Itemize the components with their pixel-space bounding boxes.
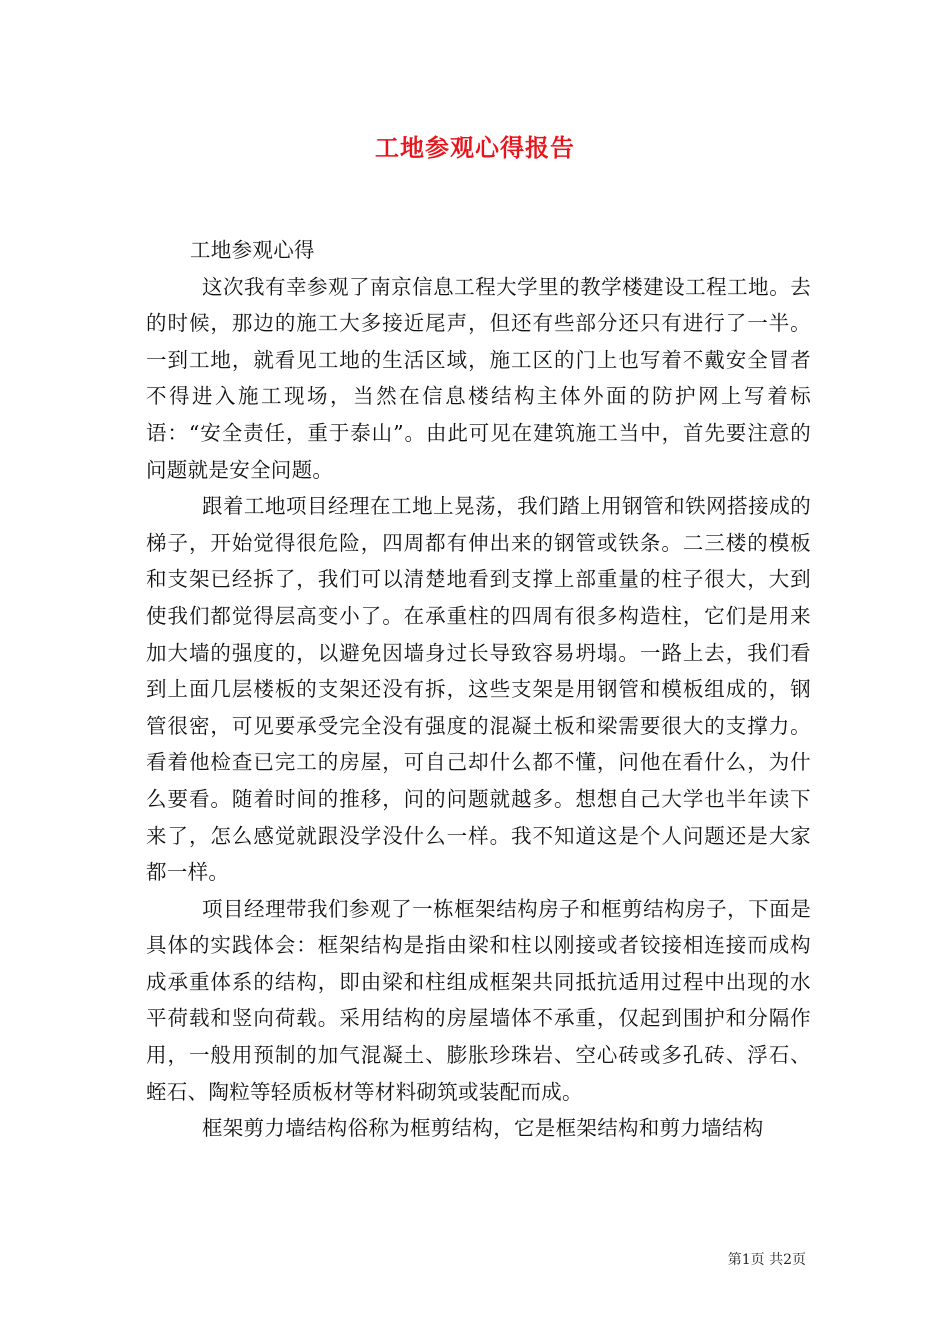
document-title: 工地参观心得报告 xyxy=(375,133,575,162)
paragraph-3: 项目经理带我们参观了一栋框架结构房子和框剪结构房子，下面是具体的实践体会：框架结构是指由梁和柱以刚接或者铰接相连接而成构成承重体系的结构，即由梁和柱组成框架共同抵抗适用过程中出现的水平荷载和竖向荷载。采用结构的房屋墙体不承重，仅起到围护和分隔作用，一般用预制的加气混凝土、膨胀珍珠岩、空心砖或多孔砖、浮石、蛭石、陶粒等轻质板材等材料砌筑或装配而成。 xyxy=(146,896,811,1104)
paragraph-1: 这次我有幸参观了南京信息工程大学里的教学楼建设工程工地。去的时候，那边的施工大多接近尾声，但还有些部分还只有进行了一半。一到工地，就看见工地的生活区域，施工区的门上也写着不戴安全冒者不得进入施工现场，当然在信息楼结构主体外面的防护网上写着标语：“安全责任，重于泰山”。由此可见在建筑施工当中，首先要注意的问题就是安全问题。 xyxy=(146,274,811,482)
subheading: 工地参观心得 xyxy=(190,238,315,262)
page-number-footer: 第1页 共2页 xyxy=(727,1252,806,1268)
paragraph-4: 框架剪力墙结构俗称为框剪结构，它是框架结构和剪力墙结构 xyxy=(202,1116,764,1141)
paragraph-2: 跟着工地项目经理在工地上晃荡，我们踏上用钢管和铁网搭接成的梯子，开始觉得很危险，四周都有伸出来的钢管或铁条。二三楼的模板和支架已经拆了，我们可以清楚地看到支撑上部重量的柱子很大，大到使我们都觉得层高变小了。在承重柱的四周有很多构造柱，它们是用来加大墙的强度的，以避免因墙身过长导致容易坍塌。一路上去，我们看到上面几层楼板的支架还没有拆，这些支架是用钢管和模板组成的，钢管很密，可见要承受完全没有强度的混凝土板和梁需要很大的支撑力。看着他检查已完工的房屋，可自己却什么都不懂，问他在看什么，为什么要看。随着时间的推移，问的问题就越多。想想自己大学也半年读下来了，怎么感觉就跟没学没什么一样。我不知道这是个人问题还是大家都一样。 xyxy=(146,494,811,885)
document-body xyxy=(146,232,811,1147)
